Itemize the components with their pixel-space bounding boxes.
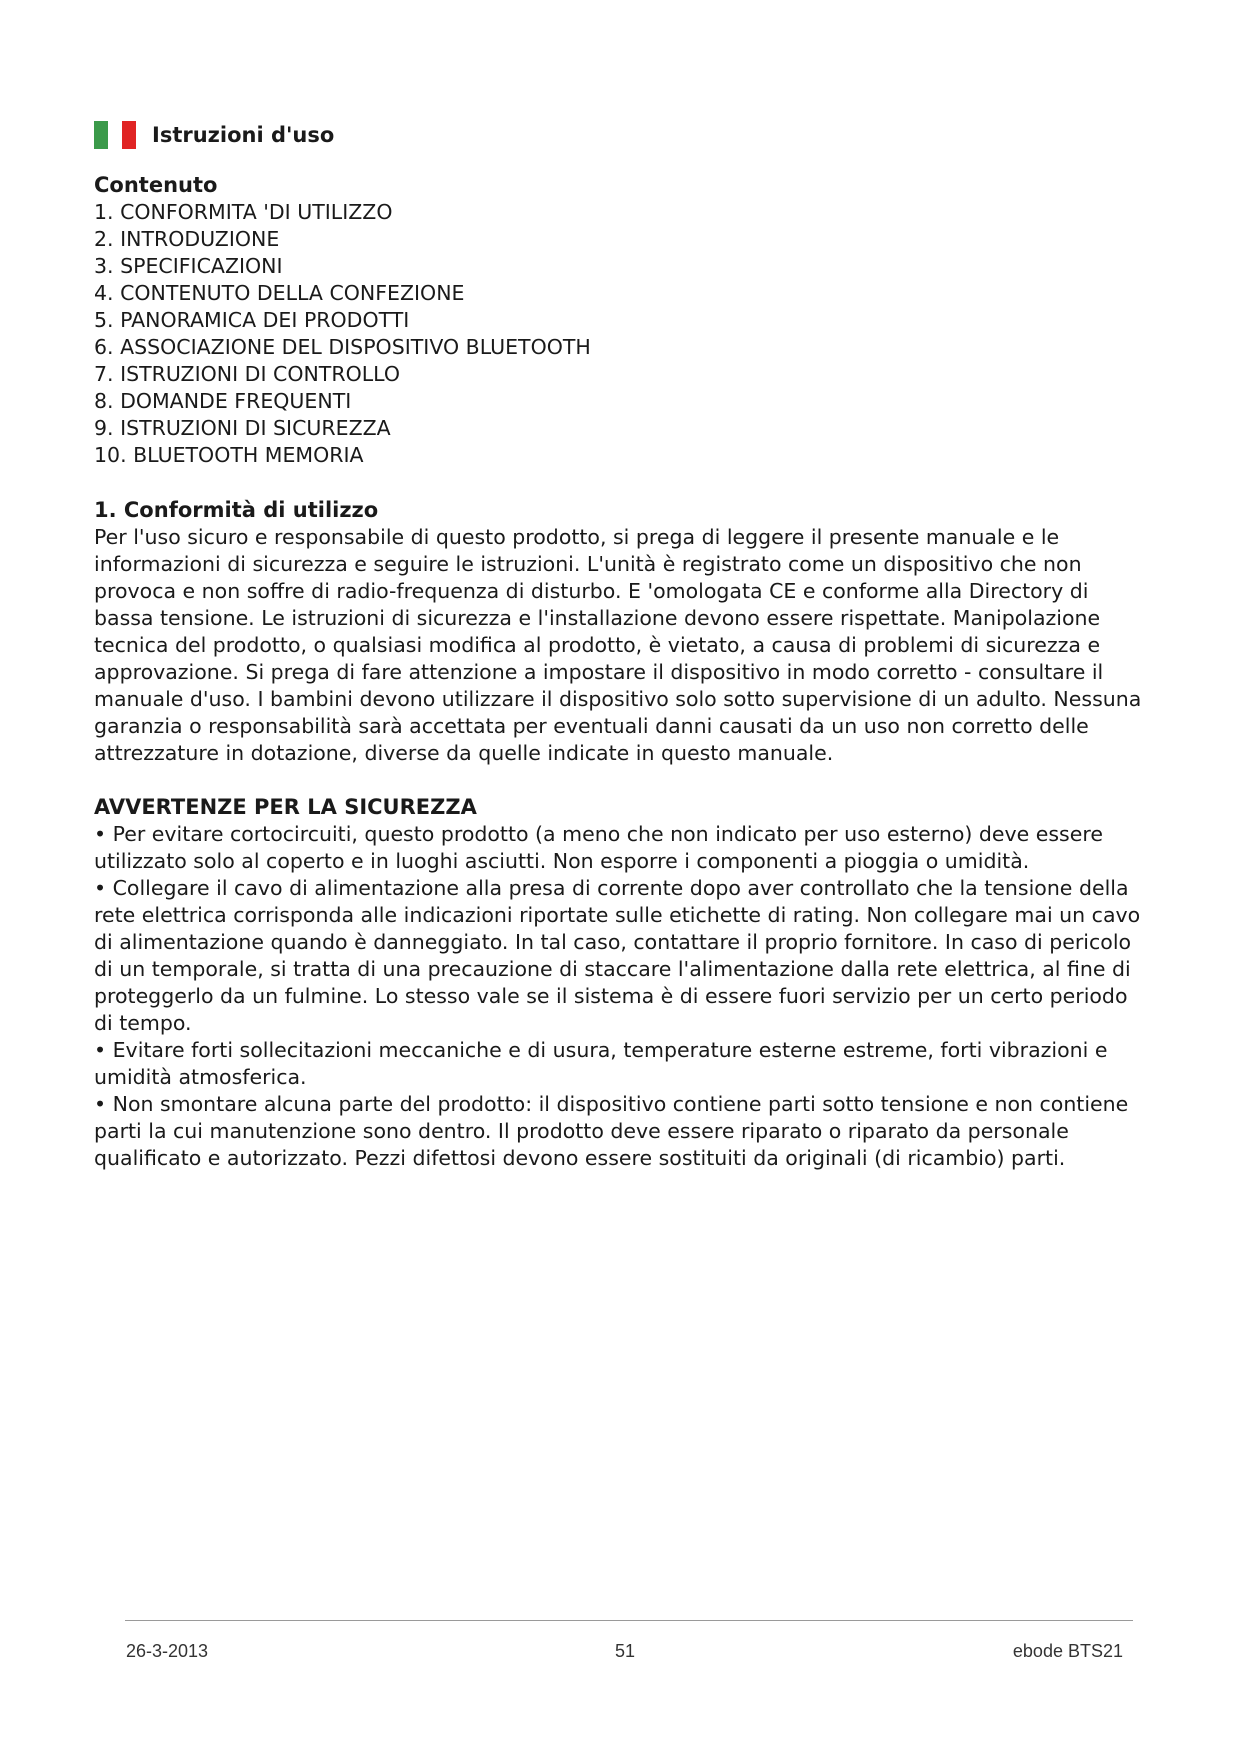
toc-item: 10. BLUETOOTH MEMORIA	[94, 443, 364, 467]
footer-date: 26-3-2013	[126, 1641, 209, 1661]
italian-flag-icon	[94, 121, 136, 149]
flag-white-stripe	[108, 121, 122, 149]
safety-list	[94, 821, 1144, 1172]
toc-item: 4. CONTENUTO DELLA CONFEZIONE	[94, 281, 465, 305]
section-conformity	[94, 497, 1144, 767]
table-of-contents	[94, 199, 1144, 469]
title-row	[94, 118, 1144, 152]
toc-item: 1. CONFORMITA 'DI UTILIZZO	[94, 200, 393, 224]
section-conformity-heading: 1. Conformità di utilizzo	[94, 498, 379, 522]
safety-item: • Per evitare cortocircuiti, questo prodotto (a meno che non indicato per uso esterno) deve essere utilizzato solo al coperto e in luoghi asciutti. Non esporre i componenti a pioggia o umidità.	[94, 822, 1103, 873]
toc-item: 8. DOMANDE FREQUENTI	[94, 389, 352, 413]
section-safety	[94, 794, 1144, 1172]
toc-item: 9. ISTRUZIONI DI SICUREZZA	[94, 416, 391, 440]
safety-item: • Non smontare alcuna parte del prodotto: il dispositivo contiene parti sotto tensione e non contiene parti la cui manutenzione sono dentro. Il prodotto deve essere riparato o riparato da personale qualificato e autorizzato. Pezzi difettosi devono essere sostituiti da originali (di ricambio) parti.	[94, 1092, 1129, 1170]
footer-product: ebode BTS21	[1012, 1641, 1123, 1661]
toc-item: 5. PANORAMICA DEI PRODOTTI	[94, 308, 410, 332]
safety-heading: AVVERTENZE PER LA SICUREZZA	[94, 795, 477, 819]
contents-heading: Contenuto	[94, 173, 218, 197]
footer-row	[125, 1641, 1133, 1681]
toc-item: 6. ASSOCIAZIONE DEL DISPOSITIVO BLUETOOTH	[94, 335, 591, 359]
document-title: Istruzioni d'uso	[152, 122, 335, 147]
flag-green-stripe	[94, 121, 108, 149]
page-footer	[125, 1620, 1133, 1681]
toc-item: 3. SPECIFICAZIONI	[94, 254, 283, 278]
safety-item: • Collegare il cavo di alimentazione alla presa di corrente dopo aver controllato che la tensione della rete elettrica corrisponda alle indicazioni riportate sulle etichette di rating. Non collegare mai un cavo di alimentazione quando è danneggiato. In tal caso, contattare il proprio fornitore. In caso di pericolo di un temporale, si tratta di una precauzione di staccare l'alimentazione dalla rete elettrica, al fine di proteggerlo da un fulmine. Lo stesso vale se il sistema è di essere fuori servizio per un certo periodo di tempo.	[94, 876, 1141, 1035]
page-content	[94, 118, 1144, 1199]
flag-red-stripe	[122, 121, 136, 149]
safety-item: • Evitare forti sollecitazioni meccaniche e di usura, temperature esterne estreme, forti vibrazioni e umidità atmosferica.	[94, 1038, 1108, 1089]
toc-item: 2. INTRODUZIONE	[94, 227, 280, 251]
footer-page-number: 51	[615, 1641, 636, 1661]
section-conformity-body: Per l'uso sicuro e responsabile di questo prodotto, si prega di leggere il presente manuale e le informazioni di sicurezza e seguire le istruzioni. L'unità è registrato come un dispositivo che non provoca e non soffre di radio-frequenza di disturbo. E 'omologata CE e conforme alla Directory di bassa tensione. Le istruzioni di sicurezza e l'installazione devono essere rispettate. Manipolazione tecnica del prodotto, o qualsiasi modifica al prodotto, è vietato, a causa di problemi di sicurezza e approvazione. Si prega di fare attenzione a impostare il dispositivo in modo corretto - consultare il manuale d'uso. I bambini devono utilizzare il dispositivo solo sotto supervisione di un adulto. Nessuna garanzia o responsabilità sarà accettata per eventuali danni causati da un uso non corretto delle attrezzature in dotazione, diverse da quelle indicate in questo manuale.	[94, 525, 1142, 765]
toc-item: 7. ISTRUZIONI DI CONTROLLO	[94, 362, 400, 386]
